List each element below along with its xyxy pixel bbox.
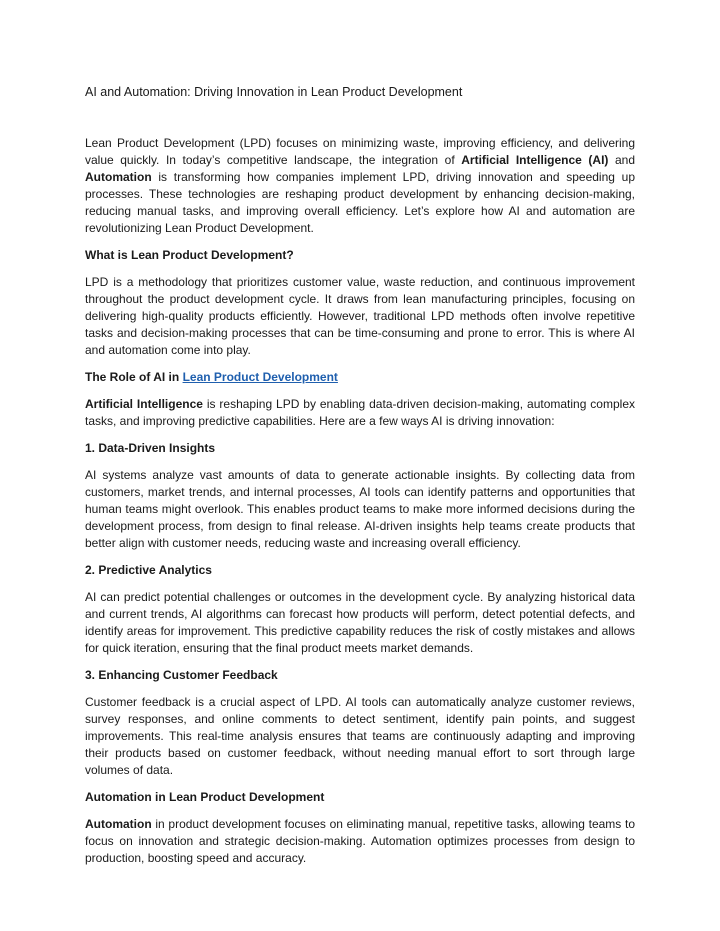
lean-product-development-link[interactable]: Lean Product Development xyxy=(182,370,338,384)
role-bold-ai: Artificial Intelligence xyxy=(85,397,203,411)
heading-predictive-analytics: 2. Predictive Analytics xyxy=(85,563,212,577)
document-page xyxy=(85,83,635,877)
customer-feedback-paragraph: Customer feedback is a crucial aspect of LPD. AI tools can automatically analyze customer reviews, survey responses, and online comments to detect sentiment, identify pain points, and suggest improvements. This real-time analysis ensures that teams are continuously adapting and improving their products based on customer feedback, without needing manual effort to sort through large volumes of data. xyxy=(85,695,635,777)
data-driven-insights-paragraph: AI systems analyze vast amounts of data to generate actionable insights. By collecting data from customers, market trends, and internal processes, AI tools can identify patterns and opportunities that human teams might overlook. This enables product teams to make more informed decisions during the development process, from design to final release. AI-driven insights help teams create products that better align with customer needs, reducing waste and increasing overall efficiency. xyxy=(85,468,635,550)
intro-text-1: Lean Product Development (LPD) focuses on minimizing waste, improving efficiency, and delivering value quickly. In today’s competitive landscape, the integration of xyxy=(85,136,635,167)
document-title: AI and Automation: Driving Innovation in Lean Product Development xyxy=(85,85,463,99)
intro-text-2: and xyxy=(608,153,635,167)
automation-paragraph xyxy=(85,816,635,867)
heading-customer-feedback: 3. Enhancing Customer Feedback xyxy=(85,668,278,682)
intro-paragraph xyxy=(85,135,635,237)
intro-bold-automation: Automation xyxy=(85,170,152,184)
heading-automation: Automation in Lean Product Development xyxy=(85,790,325,804)
role-text: is reshaping LPD by enabling data-driven decision-making, automating complex tasks, and improving predictive capabilities. Here are a few ways AI is driving innovation: xyxy=(85,397,635,428)
role-heading-prefix: The Role of AI in xyxy=(85,370,183,384)
heading-role-of-ai xyxy=(85,369,635,386)
intro-text-3: is transforming how companies implement LPD, driving innovation and speeding up processes. These technologies are reshaping product development by enhancing decision-making, reducing manual tasks, and improving overall efficiency. Let’s explore how AI and automation are revolutionizing Lean Product Development. xyxy=(85,170,635,235)
intro-bold-ai: Artificial Intelligence (AI) xyxy=(461,153,609,167)
role-of-ai-paragraph xyxy=(85,396,635,430)
automation-text: in product development focuses on eliminating manual, repetitive tasks, allowing teams to focus on innovation and strategic decision-making. Automation optimizes processes from design to production, boosting speed and accuracy. xyxy=(85,817,635,865)
automation-bold: Automation xyxy=(85,817,152,831)
predictive-analytics-paragraph: AI can predict potential challenges or outcomes in the development cycle. By analyzing historical data and current trends, AI algorithms can forecast how products will perform, detect potential defects, and identify areas for improvement. This predictive capability reduces the risk of costly mistakes and allows for quick iteration, ensuring that the final product meets market demands. xyxy=(85,590,635,655)
heading-data-driven-insights: 1. Data-Driven Insights xyxy=(85,441,216,455)
heading-what-is-lpd: What is Lean Product Development? xyxy=(85,248,294,262)
what-is-lpd-paragraph: LPD is a methodology that prioritizes customer value, waste reduction, and continuous improvement throughout the product development cycle. It draws from lean manufacturing principles, focusing on delivering high-quality products efficiently. However, traditional LPD methods often involve repetitive tasks and decision-making processes that can be time-consuming and prone to error. This is where AI and automation come into play. xyxy=(85,275,635,357)
